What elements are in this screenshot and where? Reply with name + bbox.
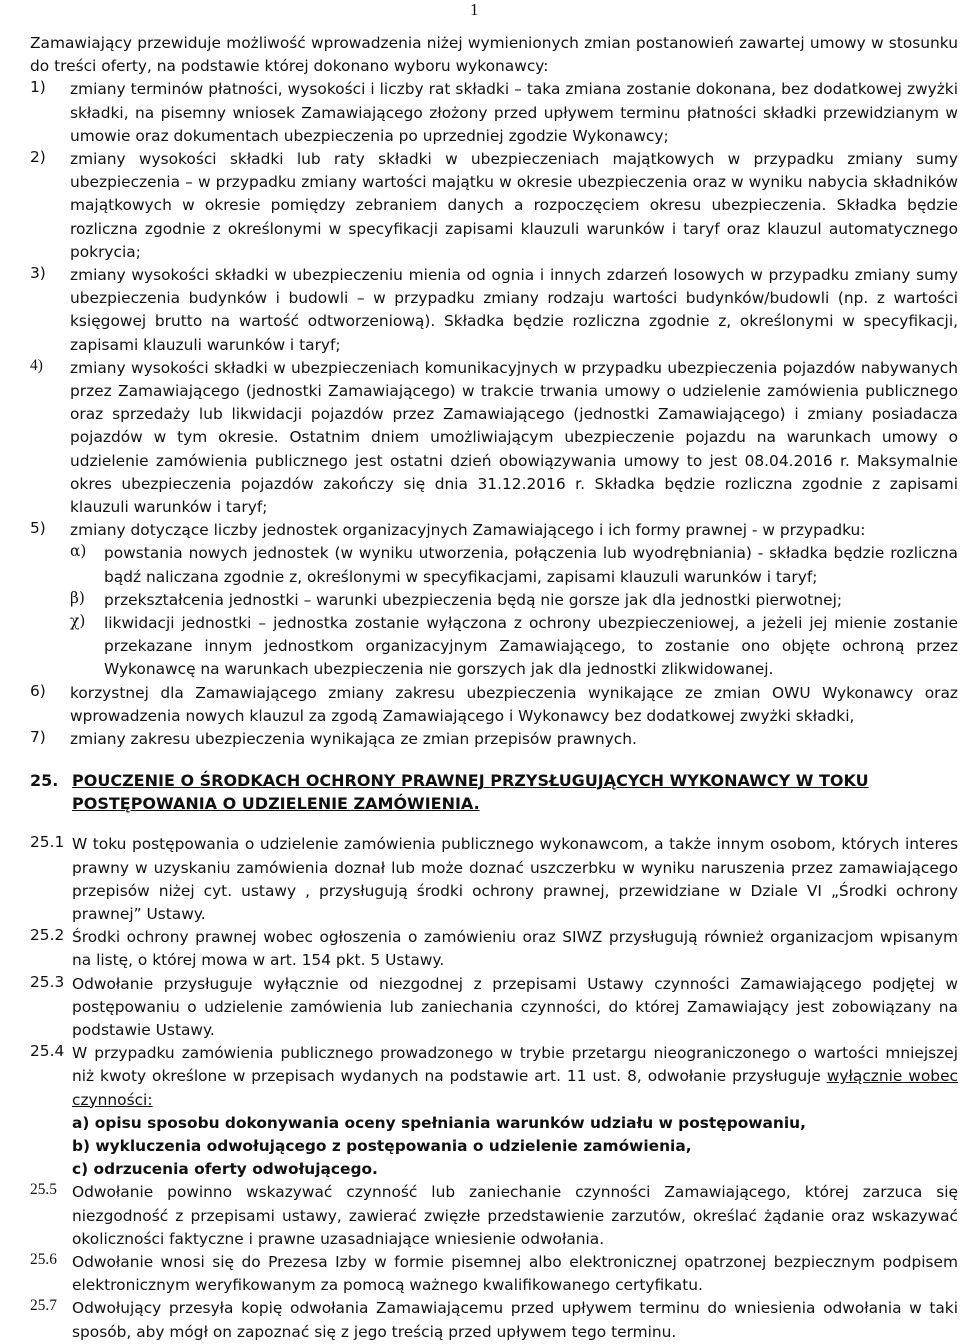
- paragraph-text: W przypadku zamówienia publicznego prowadzonego w trybie przetargu nieograniczonego o wartości mniejszej niż kwoty określone w przepisach wydanych na podstawie art. 11 ust. 8, odwołanie przysługuje: [72, 1044, 958, 1086]
- section-title: POUCZENIE O ŚRODKACH OCHRONY PRAWNEJ PRZYSŁUGUJĄCYCH WYKONAWCY W TOKU POSTĘPOWANIA O UDZIELENIE ZAMÓWIENIA.: [72, 771, 869, 814]
- paragraph-25-4: [30, 1042, 958, 1181]
- item-text: korzystnej dla Zamawiającego zmiany zakresu ubezpieczenia wynikające ze zmian OWU Wykonawcy oraz wprowadzenia nowych klauzul za zgodą Zamawiającego i Wykonawcy bez dodatkowej zwyżki składki,: [70, 683, 958, 725]
- paragraph-text: Odwołanie przysługuje wyłącznie od niezgodnej z przepisami Ustawy czynności Zamawiającego podjętej w postępowaniu o udzielenie zamówienia lub zaniechania czynności, do której Zamawiający jest zobowiązany na podstawie Ustawy.: [72, 974, 958, 1039]
- paragraph-body: [72, 1042, 958, 1181]
- intro-paragraph: Zamawiający przewiduje możliwość wprowadzenia niżej wymienionych zmian postanowień zawartej umowy w stosunku do treści oferty, na podstawie której dokonano wyboru wykonawcy:: [30, 34, 958, 76]
- condition-item-a: a) opisu sposobu dokonywania oceny spełniania warunków udziału w postępowaniu,: [72, 1113, 806, 1132]
- paragraph-25-2: [30, 926, 958, 972]
- paragraph-25-6: [30, 1251, 958, 1297]
- paragraph-number: 25.7: [30, 1297, 57, 1315]
- item-number: 5): [30, 519, 46, 538]
- sub-item-number: χ): [70, 612, 86, 631]
- item-text: zmiany wysokości składki lub raty składki w ubezpieczeniach majątkowych w przypadku zmiany sumy ubezpieczenia – w przypadku zmiany wartości majątku w okresie ubezpieczenia oraz w wyniku nabycia składników majątkowych w okresie pomiędzy zebraniem danych a rozpoczęciem okresu ubezpieczenia. Składka będzie rozliczna zgodnie z określonymi w specyfikacji zapisami klauzuli warunków i taryf oraz klauzul automatycznego pokrycia;: [70, 150, 958, 261]
- condition-item-c: c) odrzucenia oferty odwołującego.: [72, 1160, 378, 1179]
- paragraph-number: 25.2: [30, 926, 65, 945]
- paragraph-25-3: [30, 973, 958, 1043]
- item-text: zmiany dotyczące liczby jednostek organizacyjnych Zamawiającego i ich formy prawnej - w przypadku:: [70, 521, 866, 540]
- list-item: [30, 78, 958, 148]
- item-number: 2): [30, 148, 46, 167]
- paragraph-number: 25.4: [30, 1042, 65, 1061]
- paragraph-underlined-text: wyłącznie wobec czynności:: [72, 1067, 958, 1109]
- paragraph-25-7: [30, 1297, 958, 1343]
- paragraph-number: 25.1: [30, 833, 65, 852]
- sub-item-number: α): [70, 542, 87, 561]
- list-item: [30, 357, 958, 519]
- section-number: 25.: [30, 771, 59, 791]
- item-text: zmiany wysokości składki w ubezpieczeniu mienia od ognia i innych zdarzeń losowych w przypadku zmiany sumy ubezpieczenia budynków i budowli – w przypadku zmiany rodzaju wartości budynków/budowli (np. z wartości księgowej brutto na wartość odtworzeniową). Składka będzie rozliczna zgodnie z, określonymi w specyfikacji, zapisami klauzuli warunków i taryf;: [70, 266, 958, 354]
- sub-item-text: powstania nowych jednostek (w wyniku utworzenia, połączenia lub wyodrębniania) - składka będzie rozliczna bądź naliczana zgodnie z, określonymi w specyfikacjami, zapisami klauzuli warunków i taryf;: [104, 544, 958, 586]
- item-number: 3): [30, 264, 46, 283]
- list-item: [30, 148, 958, 264]
- section-heading: [30, 769, 958, 815]
- paragraph-text: Odwołanie powinno wskazywać czynność lub zaniechanie czynności Zamawiającego, której zarzuca się niezgodność z przepisami ustawy, zawierać zwięzłe przedstawienie zarzutów, określać żądanie oraz wskazywać okoliczności faktyczne i prawne uzasadniające wniesienie odwołania.: [72, 1183, 958, 1248]
- sub-list-item: [30, 612, 958, 682]
- condition-item-b: b) wykluczenia odwołującego z postępowania o udzielenie zamówienia,: [72, 1136, 692, 1155]
- list-item: [30, 682, 958, 728]
- paragraph-text: Odwołanie wnosi się do Prezesa Izby w formie pisemnej albo elektronicznej opatrzonej bezpiecznym podpisem elektronicznym weryfikowanym za pomocą ważnego kwalifikowanego certyfikatu.: [72, 1252, 958, 1295]
- sub-list-item: [30, 542, 958, 588]
- page-number: 1: [470, 0, 479, 19]
- item-number: 7): [30, 728, 46, 747]
- sub-item-text: przekształcenia jednostki – warunki ubezpieczenia będą nie gorsze jak dla jednostki pierwotnej;: [104, 590, 843, 609]
- paragraph-number: 25.5: [30, 1181, 57, 1199]
- item-text: zmiany zakresu ubezpieczenia wynikająca ze zmian przepisów prawnych.: [70, 730, 637, 749]
- list-item: [30, 264, 958, 357]
- paragraph-text: W toku postępowania o udzielenie zamówienia publicznego wykonawcom, a także innym osobom, których interes prawny w uzyskaniu zamówienia doznał lub może doznać uszczerbku w wyniku naruszenia przez zamawiającego przepisów niżej cyt. ustawy , przysługują środki ochrony prawnej, przewidziane w Dziale VI „Środki ochrony prawnej” Ustawy.: [72, 835, 958, 923]
- list-item: [30, 728, 958, 751]
- sub-list-item: [30, 589, 958, 612]
- paragraph-25-5: [30, 1181, 958, 1251]
- item-text: zmiany wysokości składki w ubezpieczeniach komunikacyjnych w przypadku ubezpieczenia pojazdów nabywanych przez Zamawiającego (jednostki Zamawiającego) w trakcie trwania umowy o udzielenie zamówienia publicznego oraz sprzedaży lub likwidacji pojazdów przez Zamawiającego (jednostki Zamawiającego) i zmiany posiadacza pojazdów w tym okresie. Ostatnim dniem umożliwiającym ubezpieczenie pojazdu na warunkach umowy o udzielenie zamówienia publicznego jest ostatni dzień obowiązywania umowy to jest 08.04.2016 r. Maksymalnie okres ubezpieczenia pojazdów zakończy się dnia 31.12.2016 r. Składka będzie rozliczna zgodnie z zapisami klauzuli warunków i taryf;: [70, 358, 958, 517]
- paragraph-text: Odwołujący przesyła kopię odwołania Zamawiającemu przed upływem terminu do wniesienia odwołania w taki sposób, aby mógł on zapoznać się z jego treścią przed upływem tego terminu.: [72, 1299, 958, 1341]
- list-item: [30, 519, 958, 542]
- item-number: 6): [30, 681, 46, 700]
- paragraph-25-1: [30, 833, 958, 926]
- paragraph-number: 25.3: [30, 972, 65, 991]
- item-number: 1): [30, 78, 46, 97]
- paragraph-number: 25.6: [30, 1250, 57, 1268]
- paragraph-text: Środki ochrony prawnej wobec ogłoszenia o zamówieniu oraz SIWZ przysługują również organizacjom wpisanym na listę, o której mowa w art. 154 pkt. 5 Ustawy.: [72, 928, 958, 970]
- document-body: [30, 32, 958, 1344]
- sub-item-number: β): [70, 588, 85, 607]
- sub-item-text: likwidacji jednostki – jednostka zostanie wyłączona z ochrony ubezpieczeniowej, a jeżeli jej mienie zostanie przekazane innym jednostkom organizacyjnym Zamawiającego, to zostanie ono objęte ochroną przez Wykonawcę na warunkach ubezpieczenia nie gorszych jak dla jednostki zlikwidowanej.: [104, 614, 958, 679]
- item-number: 4): [30, 356, 43, 374]
- item-text: zmiany terminów płatności, wysokości i liczby rat składki – taka zmiana zostanie dokonana, bez dodatkowej zwyżki składki, na pisemny wniosek Zamawiającego złożony przed upływem terminu płatności składki przewidzianym w umowie oraz dokumentach ubezpieczenia po uprzedniej zgodzie Wykonawcy;: [70, 80, 958, 145]
